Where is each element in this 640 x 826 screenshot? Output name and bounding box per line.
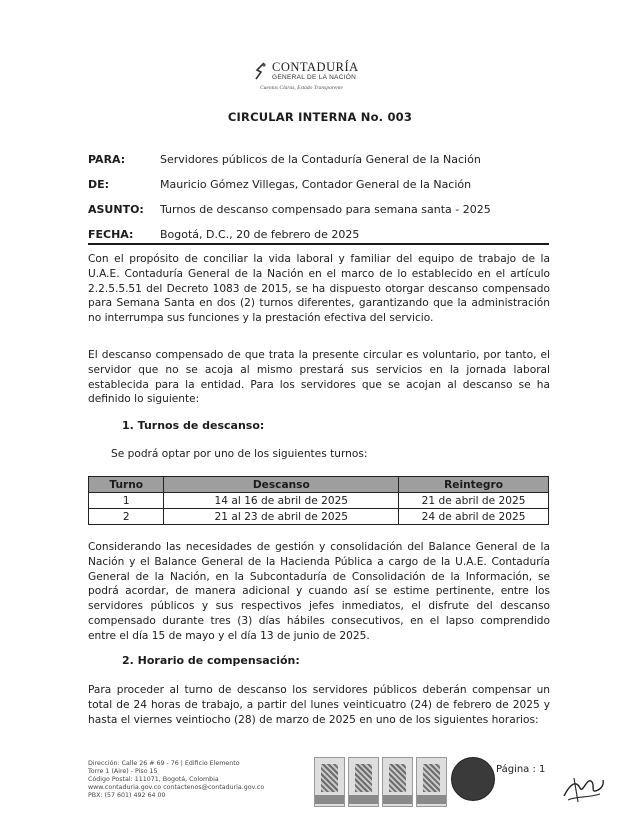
logo-subtitle: GENERAL DE LA NACIÓN xyxy=(272,74,357,81)
field-value: Bogotá, D.C., 20 de febrero de 2025 xyxy=(160,228,360,241)
table-row xyxy=(89,493,549,509)
footer-address-line: PBX: (57 601) 492 64 00 xyxy=(88,792,166,799)
field-key: DE: xyxy=(88,178,110,191)
header-divider xyxy=(88,243,549,245)
section-turnos-heading: 1. Turnos de descanso: xyxy=(122,419,265,432)
logo-title: CONTADURÍA xyxy=(272,60,359,74)
certification-seal-icon xyxy=(348,757,379,807)
table-header-row xyxy=(89,477,549,493)
page-number: Página : 1 xyxy=(496,764,546,775)
certification-seal-icon xyxy=(382,757,413,807)
footer-address-line: Dirección: Calle 26 # 69 - 76 | Edificio Elemento xyxy=(88,760,240,767)
header-reintegro: Reintegro xyxy=(399,477,549,493)
cell-turno: 2 xyxy=(89,509,164,525)
cell-reintegro: 21 de abril de 2025 xyxy=(399,493,549,509)
paragraph-intro: Con el propósito de conciliar la vida laboral y familiar del equipo de trabajo de la U.A.E. Contaduría General de la Nación en el marco de lo establecido en el artículo 2.2.5.5.51 del Decreto 1083 de 2015, se ha dispuesto otorgar descanso compensado para Semana Santa en dos (2) turnos diferentes, garantizando que la administración no interrumpa sus funciones y la prestación efectiva del servicio. xyxy=(88,253,550,325)
section-horario-heading: 2. Horario de compensación: xyxy=(122,654,300,667)
paragraph-compensation: Para proceder al turno de descanso los servidores públicos deberán compensar un total de 24 horas de trabajo, a partir del lunes veinticuatro (24) de febrero de 2025 y hasta el viernes veintiocho (28) de marzo de 2025 en uno de los siguientes horarios: xyxy=(88,684,550,726)
cell-turno: 1 xyxy=(89,493,164,509)
certification-seal-icon xyxy=(416,757,447,807)
footer-address-line: Torre 1 (Aire) - Piso 15 xyxy=(88,768,158,775)
field-key: PARA: xyxy=(88,153,126,166)
cell-descanso: 14 al 16 de abril de 2025 xyxy=(164,493,399,509)
cell-reintegro: 24 de abril de 2025 xyxy=(399,509,549,525)
paragraph-consolidation: Considerando las necesidades de gestión y consolidación del Balance General de la Nación y el Balance General de la Hacienda Pública a cargo de la U.A.E. Contaduría General de la Nación, en la Subcontaduría de Consolidación de la Información, se podrá acordar, de manera adicional y cuando así se estime pertinente, entre los servidores públicos y sus respectivos jefes inmediatos, el disfrute del descanso compensado durante tres (3) días hábiles consecutivos, en el lapso comprendido entre el día 15 de mayo y el día 13 de junio de 2025. xyxy=(88,541,550,642)
footer-address-line: Código Postal: 111071, Bogotá, Colombia xyxy=(88,776,219,783)
turnos-table xyxy=(88,476,549,525)
logo-tagline: Cuentas Claras, Estado Transparente xyxy=(260,85,343,91)
contaduria-logo-icon xyxy=(254,62,268,82)
field-key: ASUNTO: xyxy=(88,203,144,216)
footer-address-line: www.contaduria.gov.co contactenos@contaduria.gov.co xyxy=(88,784,265,791)
turnos-intro: Se podrá optar por uno de los siguientes turnos: xyxy=(111,448,368,460)
field-key: FECHA: xyxy=(88,228,134,241)
field-value: Turnos de descanso compensado para semana santa - 2025 xyxy=(160,203,491,216)
field-value: Mauricio Gómez Villegas, Contador General de la Nación xyxy=(160,178,472,191)
paragraph-voluntary: El descanso compensado de que trata la presente circular es voluntario, por tanto, el servidor que no se acoja al mismo prestará sus servicios en la jornada laboral establecida para la entidad. Para los servidores que se acojan al descanso se ha definido lo siguiente: xyxy=(88,349,550,406)
contaduria-logo xyxy=(254,60,394,100)
document-title: CIRCULAR INTERNA No. 003 xyxy=(227,110,413,124)
certification-seal-icon xyxy=(314,757,345,807)
footer-contact xyxy=(88,760,323,800)
table-row xyxy=(89,509,549,525)
entity-round-logo-icon xyxy=(451,757,495,801)
handwritten-initials-icon xyxy=(560,766,606,808)
header-turno: Turno xyxy=(89,477,164,493)
cell-descanso: 21 al 23 de abril de 2025 xyxy=(164,509,399,525)
header-descanso: Descanso xyxy=(164,477,399,493)
field-value: Servidores públicos de la Contaduría General de la Nación xyxy=(160,153,481,166)
